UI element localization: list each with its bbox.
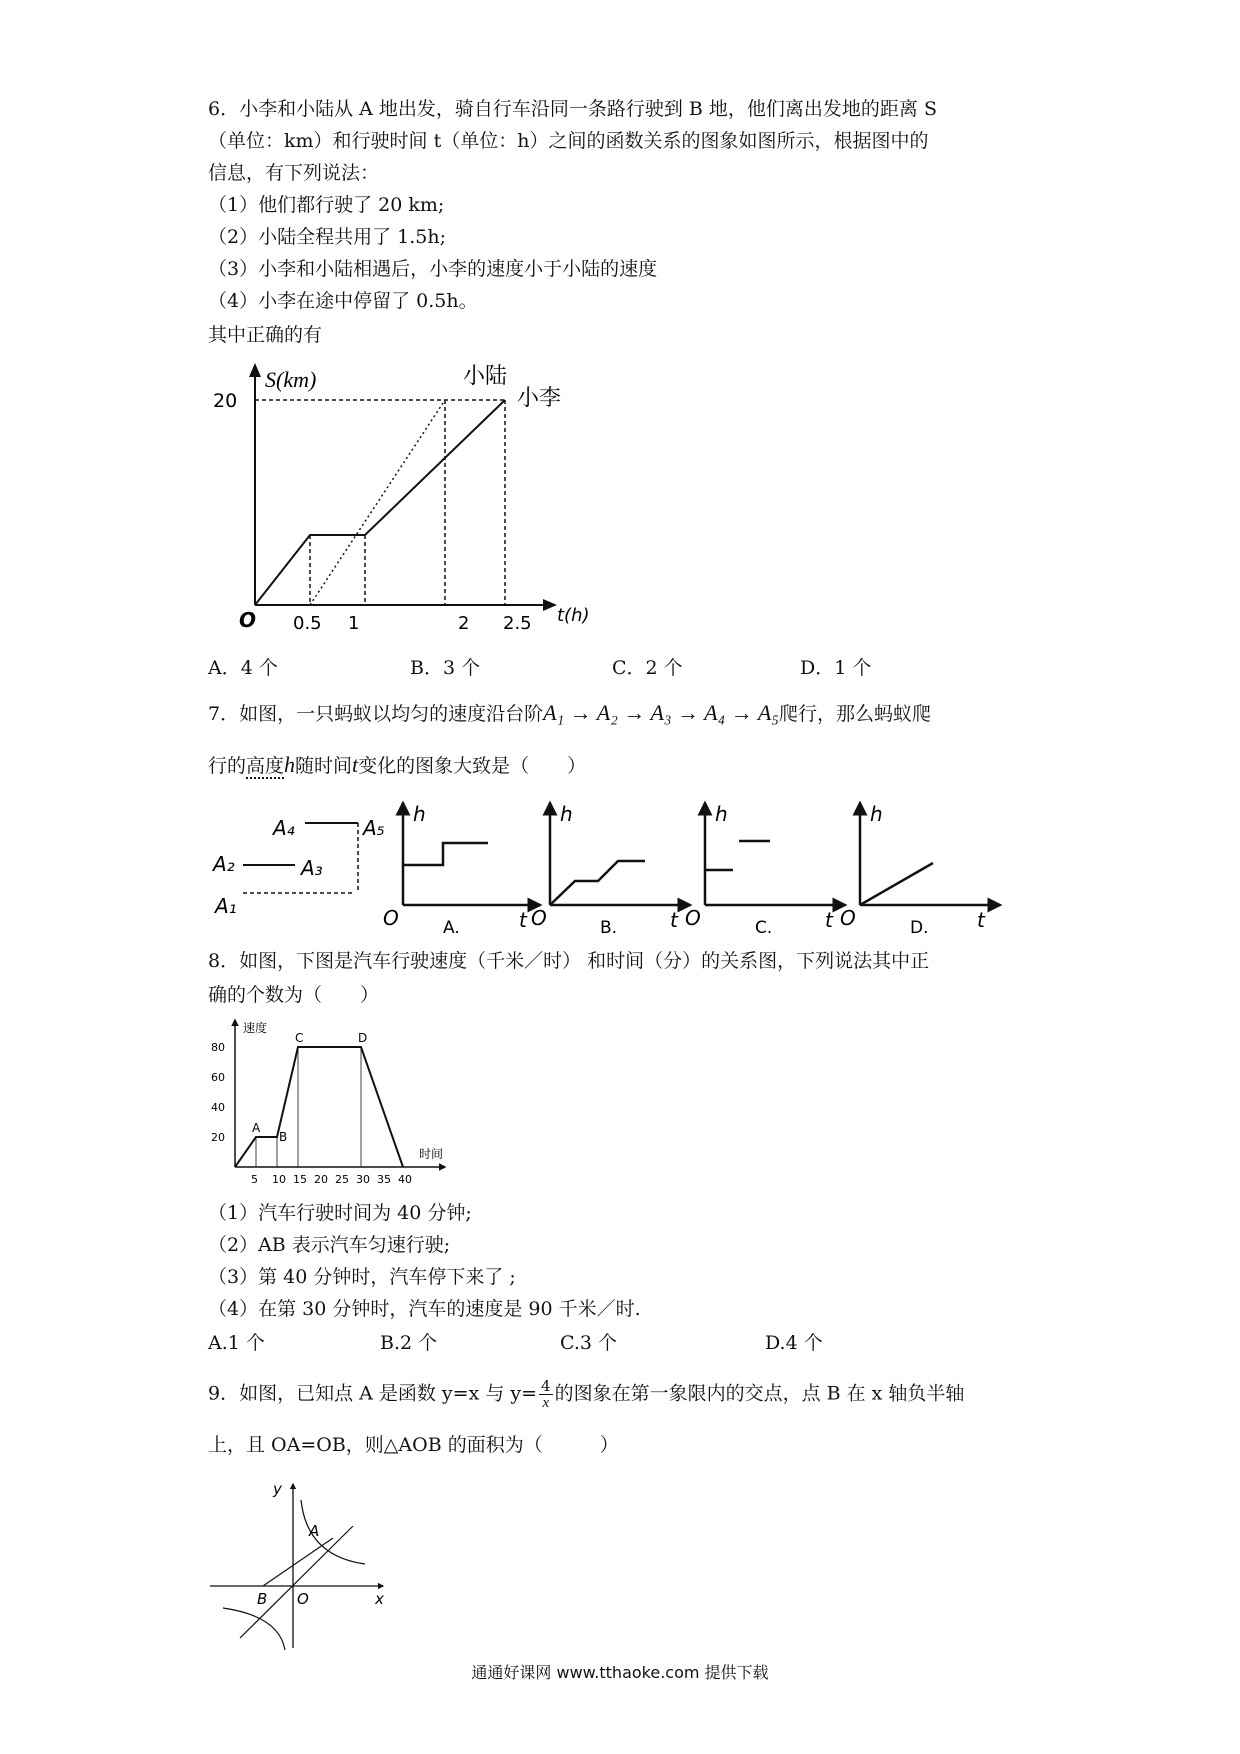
q7-line-2-post: 变化的图象大致是（ ） — [358, 755, 587, 777]
q6-statement-2: （2）小陆全程共用了 1.5h; — [208, 226, 446, 248]
q7-t: t — [352, 752, 359, 777]
q6-xtick-0.5: 0.5 — [293, 613, 322, 634]
q7-stair-a3: A₃ — [301, 856, 323, 880]
q8-statement-2: （2）AB 表示汽车匀速行驶; — [208, 1234, 451, 1256]
q8-ytick-60: 60 — [211, 1071, 225, 1084]
q6-statement-4: （4）小李在途中停留了 0.5h。 — [208, 290, 478, 312]
q8-option-c[interactable]: C.3 个 — [560, 1332, 618, 1354]
q7-stairs-figure — [211, 816, 385, 918]
q6-xtick-2: 2 — [458, 613, 470, 634]
q8-xtick-15: 15 — [293, 1173, 307, 1186]
q8-statement-1: （1）汽车行驶时间为 40 分钟; — [208, 1202, 472, 1224]
q7-b-axis-h: h — [560, 802, 573, 826]
q7-option-d: D. — [910, 918, 929, 935]
q8-statement-3: （3）第 40 分钟时，汽车停下来了 ; — [208, 1266, 516, 1288]
q7-line-2-dots: 高度 — [246, 755, 285, 777]
q9-line-1 — [208, 1378, 964, 1411]
q8-option-d[interactable]: D.4 个 — [765, 1332, 823, 1354]
q9-label-b: B — [257, 1590, 268, 1608]
q7-option-a: A. — [443, 918, 460, 935]
q8-xtick-25: 25 — [335, 1173, 349, 1186]
q7-option-b: B. — [600, 918, 618, 935]
q7-line-2-pre: 行的 — [208, 755, 247, 777]
q9-label-y: y — [273, 1480, 282, 1498]
q7-path: A₁ → A₂ → A₃ → A₄ → A₅ — [543, 700, 779, 725]
q7-a-axis-t: t — [519, 908, 527, 932]
q6-line-1: 6．小李和小陆从 A 地出发，骑自行车沿同一条路行驶到 B 地，他们离出发地的距离 S — [208, 98, 937, 120]
q9-label-a: A — [309, 1522, 320, 1540]
q6-x-axis-label: t(h) — [557, 605, 590, 626]
q7-line-2-mid: 随时间 — [295, 755, 353, 777]
q9-fraction — [539, 1378, 553, 1411]
q7-stair-a1: A₁ — [215, 894, 237, 918]
q6-label-xiaoli: 小李 — [517, 386, 562, 411]
q9-label-x: x — [375, 1590, 384, 1608]
q7-d-axis-h: h — [870, 802, 883, 826]
q7-line-2 — [208, 752, 586, 779]
q9-graph — [205, 1478, 405, 1658]
q8-y-label: 速度 — [243, 1021, 268, 1035]
q6-option-d[interactable]: D．1 个 — [800, 657, 872, 679]
q7-line-1-post: 爬行，那么蚂蚁爬 — [778, 703, 931, 725]
q6-series-xiaoli — [255, 400, 505, 605]
q6-distance-time-graph — [205, 355, 625, 645]
q6-statement-3: （3）小李和小陆相遇后，小李的速度小于小陆的速度 — [208, 258, 658, 280]
q7-stair-a4: A₄ — [273, 816, 295, 840]
q6-line-2: （单位：km）和行驶时间 t（单位：h）之间的函数关系的图象如图所示，根据图中的 — [208, 130, 929, 152]
q7-line-1 — [208, 700, 931, 727]
q7-c-origin: O — [685, 906, 701, 930]
q7-figures — [205, 795, 1065, 935]
q8-ytick-40: 40 — [211, 1101, 225, 1114]
q7-b-axis-t: t — [670, 908, 678, 932]
q6-y-axis-label: S(km) — [265, 367, 317, 392]
q8-xtick-40: 40 — [398, 1173, 412, 1186]
q8-point-B: B — [279, 1130, 288, 1144]
q7-d-axis-t: t — [977, 908, 985, 932]
q6-line-3: 信息，有下列说法： — [208, 162, 380, 184]
q7-stair-a2: A₂ — [213, 852, 235, 876]
q8-xtick-35: 35 — [377, 1173, 391, 1186]
q8-ytick-80: 80 — [211, 1041, 225, 1054]
q6-statement-1: （1）他们都行驶了 20 km; — [208, 194, 445, 216]
q8-ytick-20: 20 — [211, 1131, 225, 1144]
q8-line-1: 8．如图，下图是汽车行驶速度（千米／时） 和时间（分）的关系图，下列说法其中正 — [208, 950, 930, 972]
q6-label-xiaolu: 小陆 — [463, 364, 508, 389]
q7-line-1-pre: 7．如图，一只蚂蚁以均匀的速度沿台阶 — [208, 703, 544, 725]
q9-line-2: 上，且 OA=OB，则△AOB 的面积为（ ） — [208, 1434, 619, 1456]
q8-xtick-5: 5 — [251, 1173, 258, 1186]
q6-xtick-2.5: 2.5 — [503, 613, 532, 634]
q9-line-1-post: 的图象在第一象限内的交点，点 B 在 x 轴负半轴 — [554, 1382, 965, 1405]
q7-option-c: C. — [755, 918, 773, 935]
q6-xtick-1: 1 — [348, 613, 360, 634]
q6-option-c[interactable]: C．2 个 — [612, 657, 683, 679]
q6-series-xiaolu — [310, 400, 445, 605]
q7-stair-a5: A₅ — [363, 816, 385, 840]
q7-c-axis-h: h — [715, 802, 728, 826]
q8-point-C: C — [295, 1031, 304, 1045]
q8-xtick-30: 30 — [356, 1173, 370, 1186]
q7-d-origin: O — [840, 906, 856, 930]
q9-frac-den: x — [542, 1395, 550, 1411]
q9-frac-num: 4 — [541, 1377, 551, 1395]
q7-b-origin: O — [531, 906, 547, 930]
q8-point-A: A — [252, 1121, 261, 1135]
q8-xtick-10: 10 — [272, 1173, 286, 1186]
q9-line-1-pre: 9．如图，已知点 A 是函数 y=x 与 y= — [208, 1382, 538, 1405]
q8-option-a[interactable]: A.1 个 — [208, 1332, 265, 1354]
q7-graph-d — [840, 802, 1000, 935]
q9-label-o: O — [297, 1590, 309, 1608]
q7-h: h — [284, 752, 296, 777]
q8-statement-4: （4）在第 30 分钟时，汽车的速度是 90 千米／时. — [208, 1298, 641, 1320]
q7-a-origin: O — [383, 906, 399, 930]
q8-point-D: D — [358, 1031, 368, 1045]
q6-option-b[interactable]: B．3 个 — [410, 657, 481, 679]
q8-speed-time-graph — [205, 1012, 465, 1190]
q6-option-a[interactable]: A．4 个 — [208, 657, 278, 679]
q6-prompt: 其中正确的有 — [208, 324, 323, 346]
q8-line-2: 确的个数为（ ） — [208, 984, 380, 1006]
q6-ytick-20: 20 — [213, 390, 238, 412]
q8-option-b[interactable]: B.2 个 — [380, 1332, 438, 1354]
q7-a-axis-h: h — [413, 802, 426, 826]
page-footer: 通通好课网 www.tthaoke.com 提供下载 — [471, 1663, 769, 1682]
q8-x-label: 时间 — [419, 1147, 444, 1161]
q8-xtick-20: 20 — [314, 1173, 328, 1186]
q7-c-axis-t: t — [825, 908, 833, 932]
q6-origin: O — [239, 608, 257, 632]
q7-graph-a — [383, 802, 540, 935]
q8-speed-series — [235, 1047, 403, 1167]
q7-graph-c — [685, 802, 845, 935]
q7-graph-b — [531, 802, 690, 935]
